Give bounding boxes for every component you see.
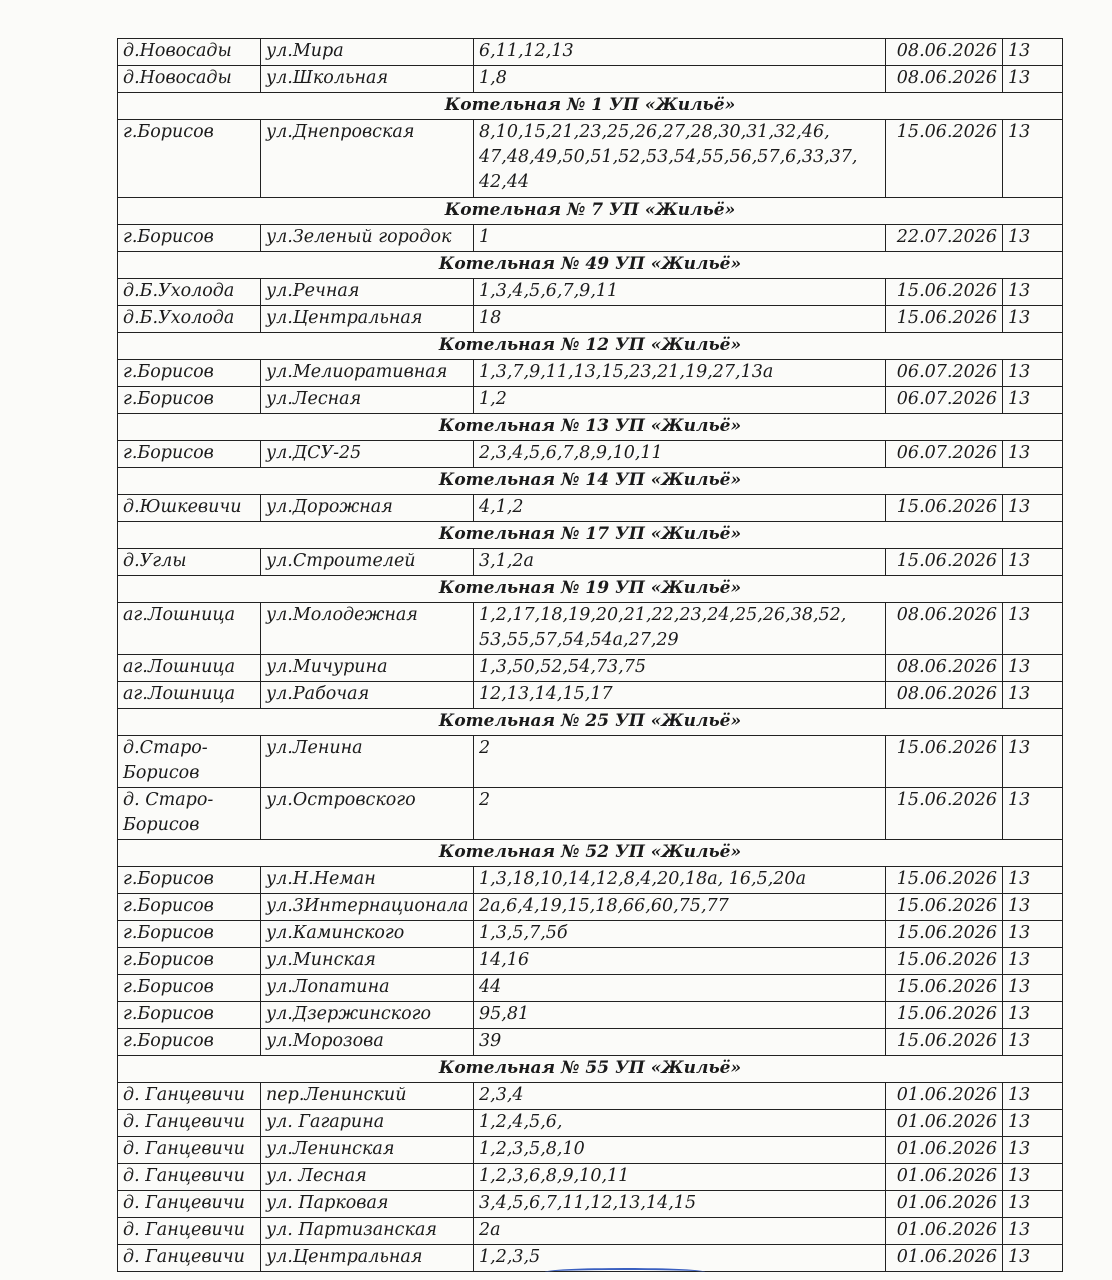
boiler-title: Котельная № 1 УП «Жильё» (118, 93, 1063, 120)
table-row (118, 1002, 1063, 1029)
date-cell: 06.07.2026 (886, 441, 1003, 468)
table-row (118, 1164, 1063, 1191)
street-cell: ул.Днепровская (261, 120, 474, 198)
date-cell: 08.06.2026 (886, 655, 1003, 682)
table-row (118, 387, 1063, 414)
houses-cell: 2а,6,4,19,15,18,66,60,75,77 (474, 894, 886, 921)
houses-cell: 44 (474, 975, 886, 1002)
locality-cell: д. Ганцевичи (118, 1218, 261, 1245)
street-cell: ул.3Интернационала (261, 894, 474, 921)
hours-cell: 13 (1003, 682, 1063, 709)
street-cell: ул.Минская (261, 948, 474, 975)
locality-cell: д. Ганцевичи (118, 1137, 261, 1164)
locality-cell: г.Борисов (118, 360, 261, 387)
street-cell: ул.Дзержинского (261, 1002, 474, 1029)
locality-cell: г.Борисов (118, 120, 261, 198)
street-cell: ул.Ленинская (261, 1137, 474, 1164)
locality-cell: д. Ганцевичи (118, 1245, 261, 1272)
date-cell: 15.06.2026 (886, 894, 1003, 921)
table-row (118, 1137, 1063, 1164)
date-cell: 06.07.2026 (886, 387, 1003, 414)
street-cell: ул.Мира (261, 39, 474, 66)
street-cell: ул.Молодежная (261, 603, 474, 655)
table-row (118, 867, 1063, 894)
hours-cell: 13 (1003, 1137, 1063, 1164)
date-cell: 15.06.2026 (886, 306, 1003, 333)
houses-cell: 18 (474, 306, 886, 333)
houses-cell: 3,1,2а (474, 549, 886, 576)
table-row (118, 279, 1063, 306)
hours-cell: 13 (1003, 225, 1063, 252)
table-row (118, 948, 1063, 975)
boiler-title: Котельная № 12 УП «Жильё» (118, 333, 1063, 360)
locality-cell: аг.Лошница (118, 655, 261, 682)
street-cell: ул.Школьная (261, 66, 474, 93)
hours-cell: 13 (1003, 736, 1063, 788)
hours-cell: 13 (1003, 549, 1063, 576)
date-cell: 08.06.2026 (886, 39, 1003, 66)
table-row (118, 441, 1063, 468)
date-cell: 15.06.2026 (886, 549, 1003, 576)
table-row (118, 788, 1063, 840)
houses-cell: 1,3,5,7,5б (474, 921, 886, 948)
boiler-section-header (118, 333, 1063, 360)
houses-cell: 1,3,7,9,11,13,15,23,21,19,27,13а (474, 360, 886, 387)
locality-cell: д.Старо-Борисов (118, 736, 261, 788)
date-cell: 15.06.2026 (886, 736, 1003, 788)
houses-cell: 39 (474, 1029, 886, 1056)
table-row (118, 39, 1063, 66)
locality-cell: д.Б.Ухолода (118, 279, 261, 306)
houses-cell: 1,3,18,10,14,12,8,4,20,18а, 16,5,20а (474, 867, 886, 894)
houses-cell: 2,3,4,5,6,7,8,9,10,11 (474, 441, 886, 468)
street-cell: ул.Рабочая (261, 682, 474, 709)
hours-cell: 13 (1003, 975, 1063, 1002)
street-cell: пер.Ленинский (261, 1083, 474, 1110)
date-cell: 08.06.2026 (886, 682, 1003, 709)
boiler-section-header (118, 252, 1063, 279)
hours-cell: 13 (1003, 1245, 1063, 1272)
houses-cell: 1,2,3,5,8,10 (474, 1137, 886, 1164)
table-row (118, 1218, 1063, 1245)
locality-cell: д.Б.Ухолода (118, 306, 261, 333)
hours-cell: 13 (1003, 603, 1063, 655)
boiler-section-header (118, 1056, 1063, 1083)
table-row (118, 66, 1063, 93)
boiler-section-header (118, 93, 1063, 120)
street-cell: ул.Дорожная (261, 495, 474, 522)
boiler-title: Котельная № 25 УП «Жильё» (118, 709, 1063, 736)
date-cell: 15.06.2026 (886, 1029, 1003, 1056)
locality-cell: д.Новосады (118, 66, 261, 93)
date-cell: 15.06.2026 (886, 495, 1003, 522)
locality-cell: д.Углы (118, 549, 261, 576)
boiler-section-header (118, 840, 1063, 867)
street-cell: ул.Мичурина (261, 655, 474, 682)
hours-cell: 13 (1003, 1110, 1063, 1137)
houses-cell: 1,2,3,5 (474, 1245, 886, 1272)
locality-cell: д.Юшкевичи (118, 495, 261, 522)
houses-cell: 2,3,4 (474, 1083, 886, 1110)
hours-cell: 13 (1003, 1191, 1063, 1218)
hours-cell: 13 (1003, 360, 1063, 387)
boiler-section-header (118, 709, 1063, 736)
table-row (118, 655, 1063, 682)
date-cell: 01.06.2026 (886, 1164, 1003, 1191)
boiler-title: Котельная № 49 УП «Жильё» (118, 252, 1063, 279)
hours-cell: 13 (1003, 495, 1063, 522)
locality-cell: г.Борисов (118, 921, 261, 948)
date-cell: 15.06.2026 (886, 788, 1003, 840)
boiler-title: Котельная № 7 УП «Жильё» (118, 198, 1063, 225)
hours-cell: 13 (1003, 1029, 1063, 1056)
boiler-title: Котельная № 19 УП «Жильё» (118, 576, 1063, 603)
boiler-section-header (118, 414, 1063, 441)
street-cell: ул.Строителей (261, 549, 474, 576)
table-row (118, 495, 1063, 522)
locality-cell: г.Борисов (118, 387, 261, 414)
hours-cell: 13 (1003, 1164, 1063, 1191)
date-cell: 08.06.2026 (886, 66, 1003, 93)
hours-cell: 13 (1003, 441, 1063, 468)
houses-cell: 1,2 (474, 387, 886, 414)
houses-cell: 1,3,50,52,54,73,75 (474, 655, 886, 682)
boiler-section-header (118, 468, 1063, 495)
locality-cell: д.Новосады (118, 39, 261, 66)
boiler-section-header (118, 198, 1063, 225)
houses-cell: 6,11,12,13 (474, 39, 886, 66)
boiler-title: Котельная № 55 УП «Жильё» (118, 1056, 1063, 1083)
locality-cell: г.Борисов (118, 441, 261, 468)
street-cell: ул.Морозова (261, 1029, 474, 1056)
date-cell: 01.06.2026 (886, 1083, 1003, 1110)
date-cell: 01.06.2026 (886, 1191, 1003, 1218)
boiler-section-header (118, 522, 1063, 549)
boiler-title: Котельная № 14 УП «Жильё» (118, 468, 1063, 495)
street-cell: ул.Н.Неман (261, 867, 474, 894)
boiler-title: Котельная № 17 УП «Жильё» (118, 522, 1063, 549)
hours-cell: 13 (1003, 788, 1063, 840)
houses-cell: 1,2,17,18,19,20,21,22,23,24,25,26,38,52, 53,55,57,54,54а,27,29 (474, 603, 886, 655)
date-cell: 06.07.2026 (886, 360, 1003, 387)
street-cell: ул. Парковая (261, 1191, 474, 1218)
boiler-title: Котельная № 13 УП «Жильё» (118, 414, 1063, 441)
locality-cell: г.Борисов (118, 975, 261, 1002)
date-cell: 22.07.2026 (886, 225, 1003, 252)
locality-cell: г.Борисов (118, 894, 261, 921)
houses-cell: 8,10,15,21,23,25,26,27,28,30,31,32,46, 47,48,49,50,51,52,53,54,55,56,57,6,33,37, 42,44 (474, 120, 886, 198)
street-cell: ул.Каминского (261, 921, 474, 948)
houses-cell: 12,13,14,15,17 (474, 682, 886, 709)
hours-cell: 13 (1003, 948, 1063, 975)
hours-cell: 13 (1003, 1002, 1063, 1029)
hours-cell: 13 (1003, 1083, 1063, 1110)
hours-cell: 13 (1003, 867, 1063, 894)
table-row (118, 921, 1063, 948)
table-row (118, 306, 1063, 333)
table-row (118, 1083, 1063, 1110)
hours-cell: 13 (1003, 387, 1063, 414)
street-cell: ул. Партизанская (261, 1218, 474, 1245)
hours-cell: 13 (1003, 921, 1063, 948)
street-cell: ул.ДСУ-25 (261, 441, 474, 468)
date-cell: 15.06.2026 (886, 921, 1003, 948)
table-row (118, 603, 1063, 655)
table-row (118, 975, 1063, 1002)
houses-cell: 2 (474, 736, 886, 788)
table-row (118, 1029, 1063, 1056)
table-row (118, 120, 1063, 198)
locality-cell: аг.Лошница (118, 603, 261, 655)
houses-cell: 14,16 (474, 948, 886, 975)
street-cell: ул.Островского (261, 788, 474, 840)
table-row (118, 1191, 1063, 1218)
houses-cell: 1,3,4,5,6,7,9,11 (474, 279, 886, 306)
locality-cell: г.Борисов (118, 1002, 261, 1029)
table-row (118, 894, 1063, 921)
houses-cell: 3,4,5,6,7,11,12,13,14,15 (474, 1191, 886, 1218)
date-cell: 15.06.2026 (886, 279, 1003, 306)
hours-cell: 13 (1003, 306, 1063, 333)
locality-cell: г.Борисов (118, 1029, 261, 1056)
date-cell: 15.06.2026 (886, 1002, 1003, 1029)
street-cell: ул.Зеленый городок (261, 225, 474, 252)
hours-cell: 13 (1003, 655, 1063, 682)
table-row (118, 736, 1063, 788)
street-cell: ул. Гагарина (261, 1110, 474, 1137)
boiler-title: Котельная № 52 УП «Жильё» (118, 840, 1063, 867)
table-row (118, 225, 1063, 252)
date-cell: 08.06.2026 (886, 603, 1003, 655)
table-row (118, 549, 1063, 576)
locality-cell: д. Ганцевичи (118, 1191, 261, 1218)
locality-cell: д. Старо-Борисов (118, 788, 261, 840)
locality-cell: д. Ганцевичи (118, 1083, 261, 1110)
street-cell: ул.Лопатина (261, 975, 474, 1002)
table-row (118, 682, 1063, 709)
date-cell: 01.06.2026 (886, 1110, 1003, 1137)
date-cell: 01.06.2026 (886, 1245, 1003, 1272)
table-row (118, 1110, 1063, 1137)
signature-mark (545, 1268, 705, 1276)
hours-cell: 13 (1003, 279, 1063, 306)
date-cell: 01.06.2026 (886, 1137, 1003, 1164)
hours-cell: 13 (1003, 894, 1063, 921)
houses-cell: 1,2,3,6,8,9,10,11 (474, 1164, 886, 1191)
street-cell: ул.Центральная (261, 1245, 474, 1272)
boiler-section-header (118, 576, 1063, 603)
date-cell: 01.06.2026 (886, 1218, 1003, 1245)
street-cell: ул. Лесная (261, 1164, 474, 1191)
schedule-body (118, 39, 1063, 1272)
street-cell: ул.Центральная (261, 306, 474, 333)
houses-cell: 4,1,2 (474, 495, 886, 522)
locality-cell: г.Борисов (118, 867, 261, 894)
hours-cell: 13 (1003, 39, 1063, 66)
houses-cell: 1,2,4,5,6, (474, 1110, 886, 1137)
street-cell: ул.Лесная (261, 387, 474, 414)
hours-cell: 13 (1003, 120, 1063, 198)
locality-cell: д. Ганцевичи (118, 1164, 261, 1191)
table-row (118, 360, 1063, 387)
houses-cell: 2а (474, 1218, 886, 1245)
hours-cell: 13 (1003, 66, 1063, 93)
date-cell: 15.06.2026 (886, 120, 1003, 198)
date-cell: 15.06.2026 (886, 975, 1003, 1002)
street-cell: ул.Ленина (261, 736, 474, 788)
date-cell: 15.06.2026 (886, 867, 1003, 894)
locality-cell: г.Борисов (118, 225, 261, 252)
locality-cell: г.Борисов (118, 948, 261, 975)
street-cell: ул.Мелиоративная (261, 360, 474, 387)
date-cell: 15.06.2026 (886, 948, 1003, 975)
houses-cell: 1,8 (474, 66, 886, 93)
houses-cell: 95,81 (474, 1002, 886, 1029)
street-cell: ул.Речная (261, 279, 474, 306)
outage-schedule-table (117, 38, 1063, 1272)
locality-cell: д. Ганцевичи (118, 1110, 261, 1137)
locality-cell: аг.Лошница (118, 682, 261, 709)
houses-cell: 2 (474, 788, 886, 840)
houses-cell: 1 (474, 225, 886, 252)
hours-cell: 13 (1003, 1218, 1063, 1245)
